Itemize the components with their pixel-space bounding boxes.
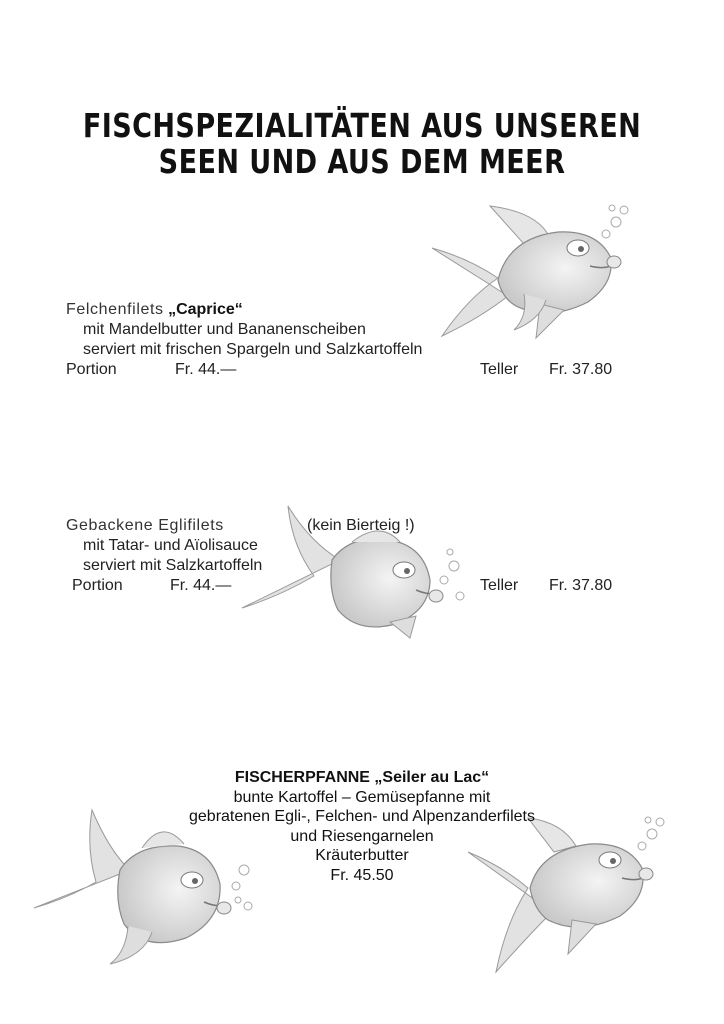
item-name-extra: „Caprice“ — [168, 301, 243, 318]
menu-item-1-desc-2: serviert mit frischen Spargeln und Salzkartoffeln — [83, 341, 423, 358]
special-title: FISCHERPFANNE „Seiler au Lac“ — [234, 769, 490, 786]
item-name: Felchenfilets — [66, 301, 164, 318]
menu-item-2-desc-2: serviert mit Salzkartoffeln — [83, 557, 263, 574]
menu-item-1-name — [66, 300, 243, 320]
special-dish — [0, 768, 724, 886]
special-price: Fr. 45.50 — [330, 866, 394, 884]
special-line-1: bunte Kartoffel – Gemüsepfanne mit — [233, 788, 491, 806]
menu-item-1-portion-label: Portion — [66, 361, 117, 378]
title-line-2: SEEN UND AUS DEM MEER — [158, 142, 566, 181]
menu-item-1-teller-price: Fr. 37.80 — [549, 361, 613, 378]
special-line-2: gebratenen Egli-, Felchen- und Alpenzanderfilets — [189, 808, 535, 826]
page-title — [65, 108, 659, 180]
menu-item-1-portion-price: Fr. 44.— — [175, 361, 237, 378]
cartoon-fish-icon — [428, 198, 638, 348]
menu-item-2-portion-price: Fr. 44.— — [170, 577, 232, 594]
menu-item-1-desc-1: mit Mandelbutter und Bananenscheiben — [83, 321, 366, 338]
menu-item-2-teller-price: Fr. 37.80 — [549, 577, 613, 594]
menu-item-2-portion-label: Portion — [72, 577, 123, 594]
menu-item-2-teller-label: Teller — [480, 577, 519, 594]
menu-item-1-teller-label: Teller — [480, 361, 519, 378]
menu-item-2-name: Gebackene Eglifilets — [66, 517, 224, 534]
fish-illustration-top — [428, 198, 638, 348]
special-line-3: und Riesengarnelen — [290, 827, 434, 845]
menu-item-2-note: (kein Bierteig !) — [307, 517, 415, 534]
menu-item-2-desc-1: mit Tatar- und Aïolisauce — [83, 537, 258, 554]
title-line-1: FISCHSPEZIALITÄTEN AUS UNSEREN — [82, 106, 642, 145]
special-line-4: Kräuterbutter — [315, 847, 409, 865]
